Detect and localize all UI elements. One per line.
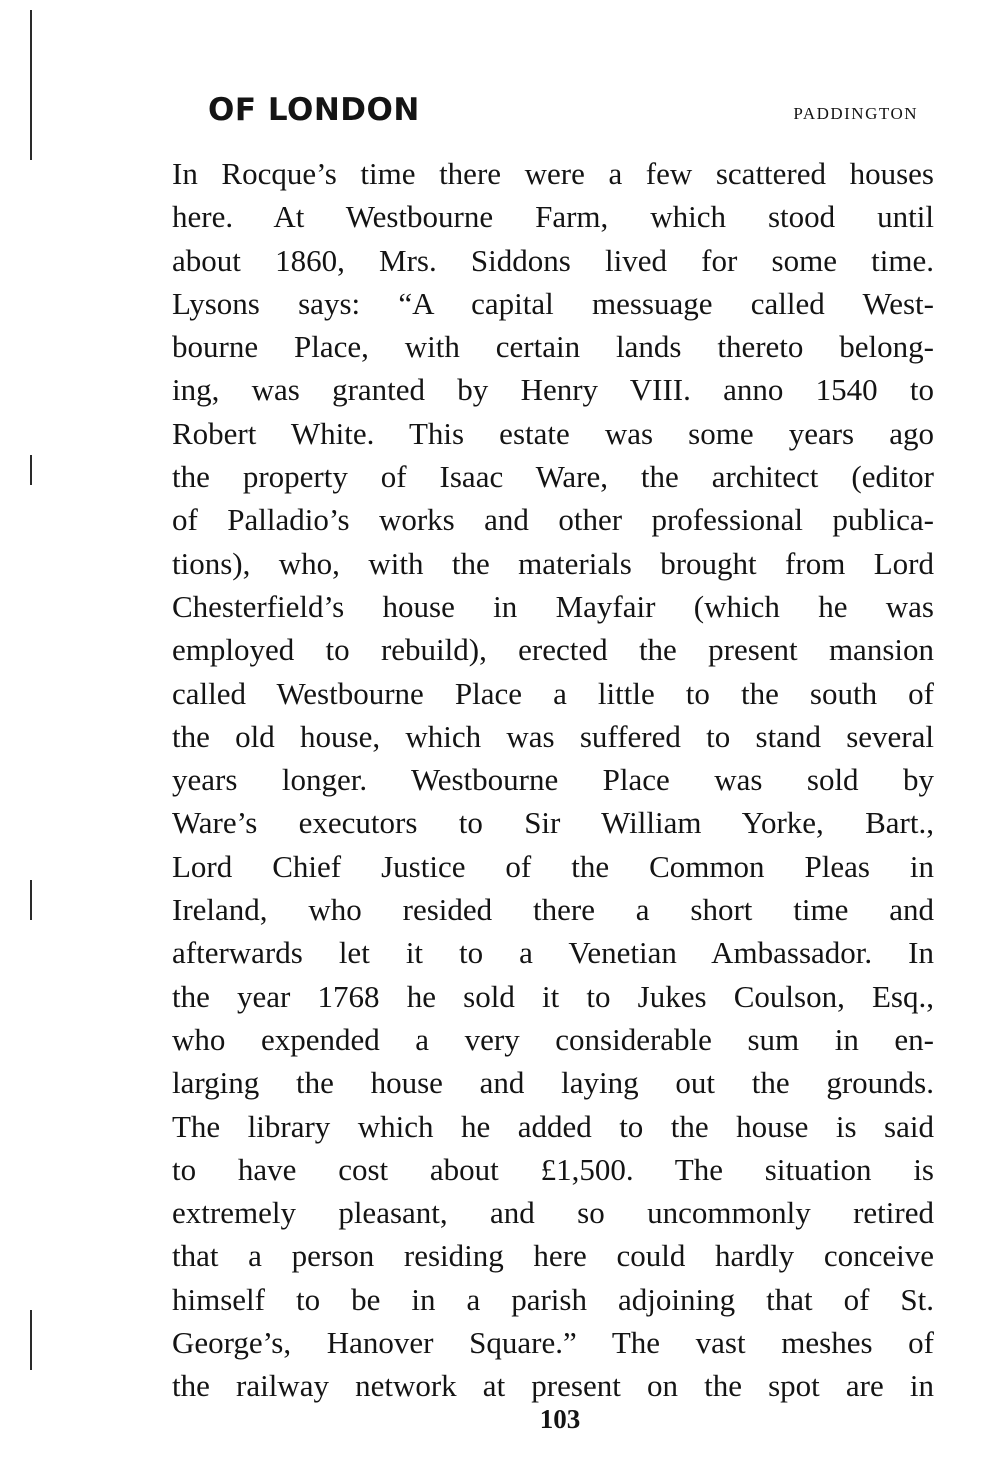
text-line: employed to rebuild), erected the present mansion <box>172 632 934 668</box>
page-number: 103 <box>539 1404 581 1434</box>
text-line: Lord Chief Justice of the Common Pleas in <box>172 848 934 884</box>
text-line: the property of Isaac Ware, the architect (editor <box>172 459 934 495</box>
text-line: Chesterfield’s house in Mayfair (which he was <box>172 588 934 624</box>
text-line: In Rocque’s time there were a few scattered houses <box>172 156 934 191</box>
text-line: the railway network at present on the spot are in <box>172 1368 934 1404</box>
text-line: the year 1768 he sold it to Jukes Coulson, Esq., <box>172 978 934 1014</box>
text-line: George’s, Hanover Square.” The vast meshes of <box>172 1325 934 1361</box>
text-line: called Westbourne Place a little to the south of <box>172 675 934 711</box>
text-line: that a person residing here could hardly conceive <box>172 1238 934 1274</box>
text-line: Ireland, who resided there a short time and <box>172 892 934 928</box>
text-line: tions), who, with the materials brought from Lord <box>172 545 934 581</box>
text-line: Lysons says: “A capital messuage called West- <box>172 285 934 321</box>
scan-edge-mark <box>30 1310 32 1370</box>
text-line: The library which he added to the house is said <box>172 1108 934 1144</box>
text-line: about 1860, Mrs. Siddons lived for some time. <box>172 242 934 278</box>
text-line: of Palladio’s works and other professional publica- <box>172 502 934 538</box>
text-line: afterwards let it to a Venetian Ambassador. In <box>172 935 934 971</box>
text-line: extremely pleasant, and so uncommonly retired <box>172 1195 934 1231</box>
scan-edge-mark <box>30 880 32 920</box>
text-line: larging the house and laying out the grounds. <box>172 1065 934 1101</box>
text-line: here. At Westbourne Farm, which stood until <box>172 199 934 235</box>
scan-edge-mark <box>30 455 32 485</box>
text-line: Robert White. This estate was some years ago <box>172 415 934 451</box>
body-text <box>172 152 934 1408</box>
text-line: who expended a very considerable sum in en- <box>172 1021 934 1057</box>
text-line: ing, was granted by Henry VIII. anno 1540 to <box>172 372 934 408</box>
scan-edge-mark <box>30 10 32 160</box>
text-line: himself to be in a parish adjoining that of St. <box>172 1281 934 1317</box>
text-line: the old house, which was suffered to stand several <box>172 718 934 754</box>
running-head <box>208 92 918 132</box>
text-line: Ware’s executors to Sir William Yorke, Bart., <box>172 805 934 841</box>
running-head-section: PADDINGTON <box>793 104 918 123</box>
text-line: years longer. Westbourne Place was sold by <box>172 762 934 798</box>
running-head-title: OF LONDON <box>208 92 420 128</box>
text-line: to have cost about £1,500. The situation is <box>172 1151 934 1187</box>
text-line: bourne Place, with certain lands thereto belong- <box>172 329 934 365</box>
